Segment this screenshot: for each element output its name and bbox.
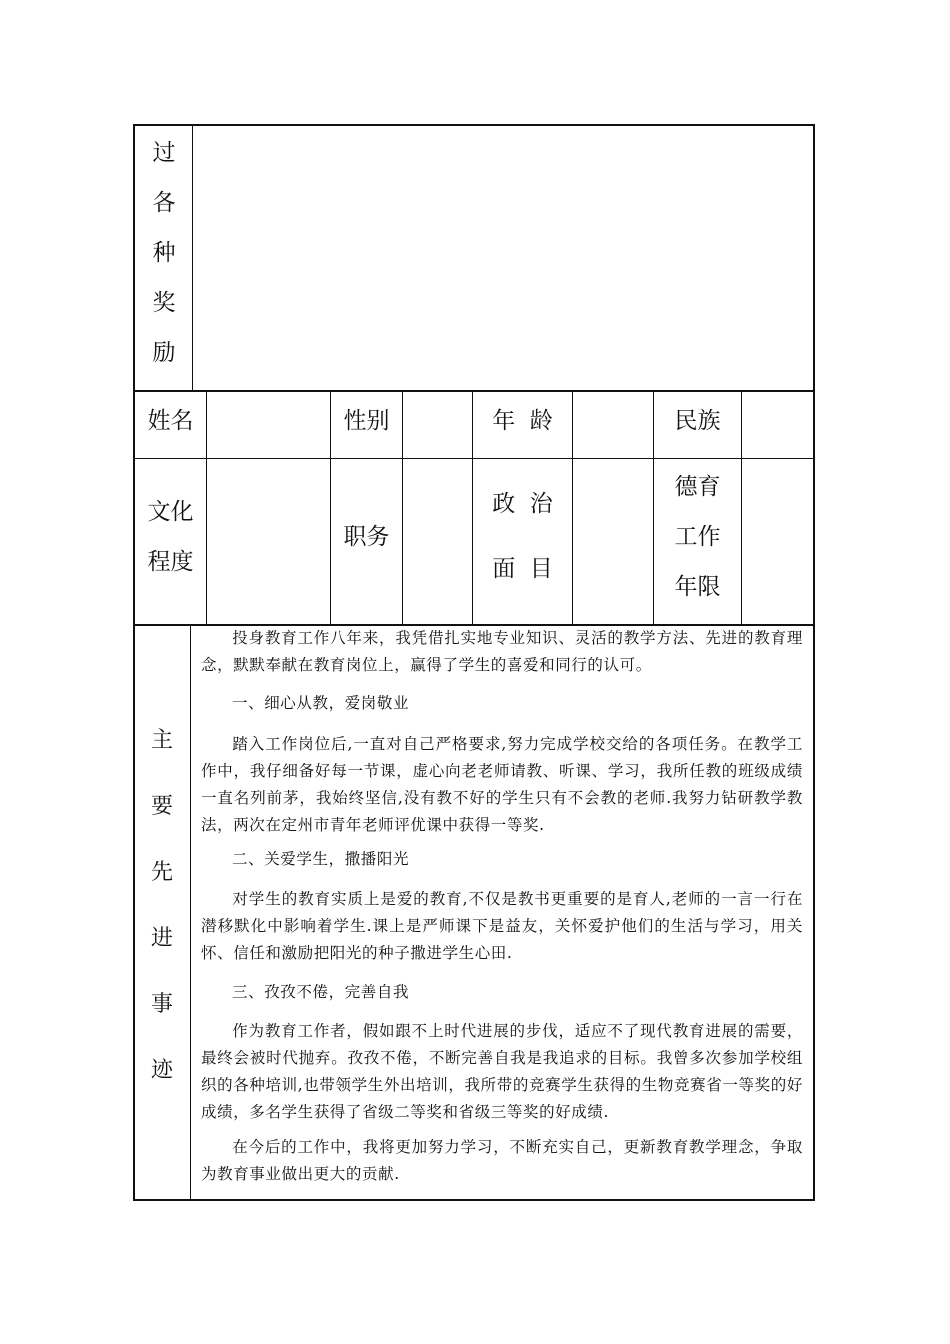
deeds-label-char: 事 [150, 992, 173, 1017]
deeds-closing: 在今后的工作中，我将更加努力学习，不断充实自己，更新教育教学理念，争取为教育事业做出更大的贡献. [201, 1138, 803, 1183]
age-value-cell[interactable] [573, 392, 653, 458]
awards-label-char: 励 [152, 340, 176, 366]
education-value-cell[interactable] [207, 459, 330, 624]
awards-content-cell[interactable] [193, 126, 813, 390]
political-value-cell[interactable] [573, 459, 653, 624]
position-label: 职务 [343, 524, 390, 550]
moral-years-value-cell[interactable] [742, 459, 813, 624]
name-value-cell[interactable] [207, 392, 330, 458]
awards-label-char: 奖 [152, 290, 176, 316]
deeds-heading: 三、孜孜不倦，完善自我 [232, 983, 410, 1001]
awards-label [135, 126, 193, 390]
awards-label-char: 各 [152, 190, 176, 216]
deeds-label-char: 主 [150, 728, 173, 753]
name-label: 姓名 [147, 408, 194, 434]
education-label-line1: 文化 [147, 499, 194, 525]
deeds-intro: 投身教育工作八年来，我凭借扎实地专业知识、灵活的教学方法、先进的教育理念，默默奉献在教育岗位上，赢得了学生的喜爱和同行的认可。 [201, 629, 803, 674]
moral-years-label-line3: 年限 [674, 574, 721, 600]
awards-label-char: 过 [152, 140, 176, 166]
moral-years-label-line2: 工作 [674, 524, 721, 550]
gender-label: 性别 [343, 408, 390, 434]
political-label-line2: 面 目 [492, 556, 553, 582]
deeds-label-char: 要 [150, 794, 173, 819]
moral-years-label-line1: 德育 [674, 474, 721, 500]
gender-value-cell[interactable] [403, 392, 472, 458]
deeds-paragraph: 踏入工作岗位后,一直对自己严格要求,努力完成学校交给的各项任务。在教学工作中，我仔细备好每一节课，虚心向老老师请教、听课、学习，我所任教的班级成绩一直名列前茅，我始终坚信,没有教不好的学生只有不会教的老师.我努力钻研教学教法，两次在定州市青年老师评优课中获得一等奖. [201, 735, 803, 834]
deeds-heading: 二、关爱学生，撒播阳光 [232, 850, 410, 868]
education-label-line2: 程度 [147, 549, 194, 575]
political-label-line1: 政 治 [492, 491, 553, 517]
deeds-label [133, 624, 191, 1201]
ethnicity-label: 民族 [674, 408, 721, 434]
age-label: 年 龄 [492, 408, 553, 434]
deeds-paragraph: 对学生的教育实质上是爱的教育,不仅是教书更重要的是育人,老师的一言一行在潜移默化中影响着学生.课上是严师课下是益友，关怀爱护他们的生活与学习，用关怀、信任和激励把阳光的种子撒进学生心田. [201, 890, 803, 962]
deeds-label-char: 进 [150, 926, 173, 951]
deeds-heading: 一、细心从教，爱岗敬业 [232, 694, 410, 712]
ethnicity-value-cell[interactable] [742, 392, 813, 458]
position-value-cell[interactable] [403, 459, 472, 624]
deeds-label-char: 先 [150, 860, 173, 885]
awards-label-char: 种 [152, 240, 176, 266]
awards-section [133, 124, 815, 392]
deeds-paragraph: 作为教育工作者，假如跟不上时代进展的步伐，适应不了现代教育进展的需要，最终会被时代抛弃。孜孜不倦，不断完善自我是我追求的目标。我曾多次参加学校组织的各种培训,也带领学生外出培训，我所带的竞赛学生获得的生物竞赛省一等奖的好成绩，多名学生获得了省级二等奖和省级三等奖的好成绩. [201, 1022, 803, 1121]
deeds-label-char: 迹 [150, 1058, 173, 1083]
